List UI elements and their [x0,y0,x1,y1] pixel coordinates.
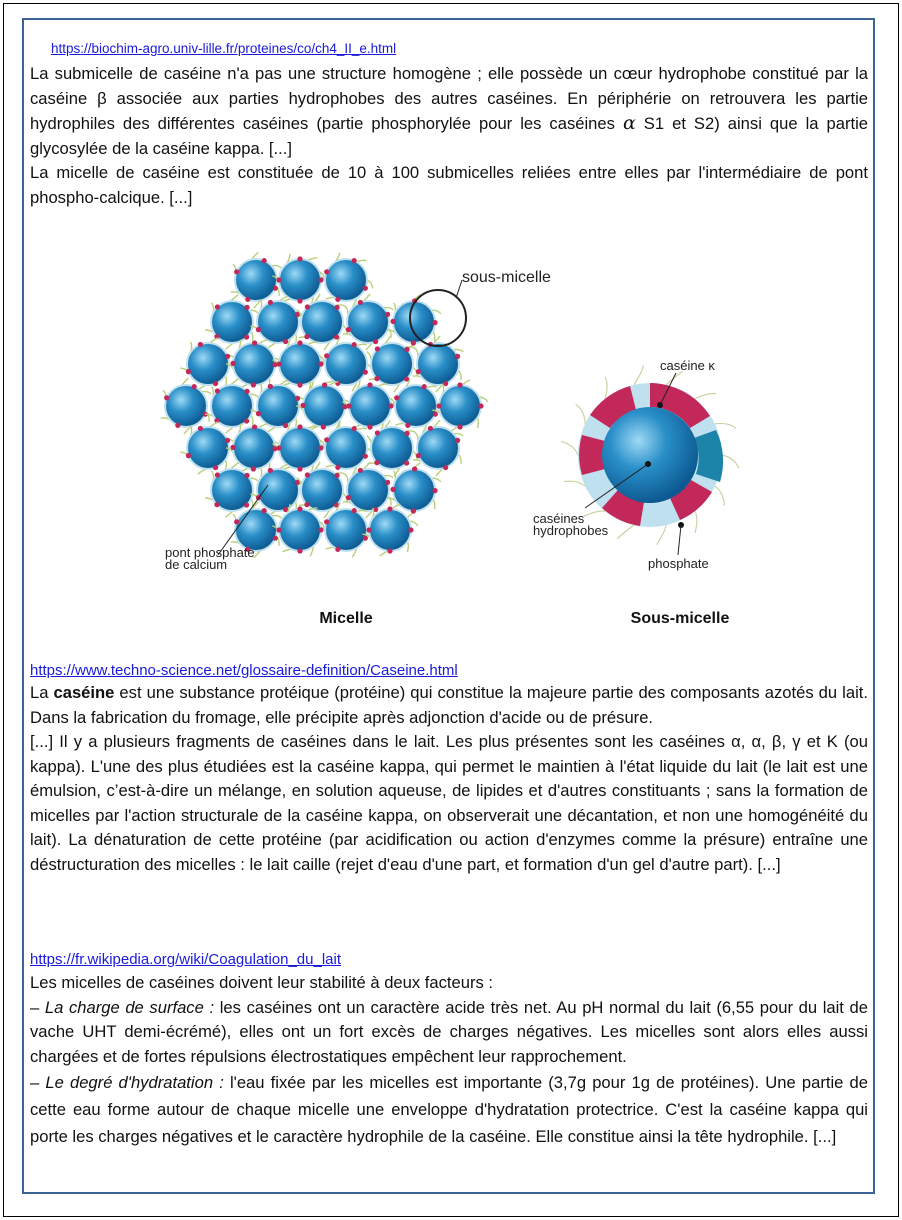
phosphate-dot [404,431,409,436]
phosphate-dot [375,430,380,435]
text-span: les caséines ont un caractère acide très net. Au pH normal du lait (6,55 pour du lait de vache UHT demi-écrémé), elles ont un fort excès de charges négatives. Les micelles sont alors elles aussi chargées et de fortes répulsions électrostatiques empêchent leur rapprochement. [30,997,869,1066]
phosphate-dot [234,519,239,524]
phosphate-dot [404,460,409,465]
link-biochim[interactable]: https://biochim-agro.univ-lille.fr/proteines/co/ch4_II_e.html [51,41,397,56]
submicelle-sphere [347,469,389,511]
casein-micelle-figure [150,250,770,640]
text-span: est une substance protéique (protéine) qui constitue la majeure partie des composants azotés du lait. Dans la fabrication du fromage, elle précipite après adjonction d'acide ou de présure. [30,683,868,727]
phosphate-dot [363,454,368,459]
phosphate-dot [268,468,273,473]
phosphate-dot [213,465,218,470]
submicelle-sphere [233,343,275,385]
phosphate-dot [297,256,302,261]
phosphate-dot [251,382,256,387]
phosphate-dot [346,495,351,500]
alpha-symbol: α [622,112,636,134]
text-span: La submicelle de caséine n'a pas une structure homogène ; elle possède un cœur hydrophobe constitué par la caséine β associée aux parties hydrophobes des autres caséines. En périphérie on retrouvera les partie hydrophiles des différentes caséines (partie phosphorylée pour les caséines [30,64,868,133]
phosphate-dot [352,426,357,431]
phosphate-dot [305,304,310,309]
phosphate-dot [273,286,278,291]
phosphate-dot [304,502,309,507]
phosphate-dot [346,327,351,332]
phosphate-dot [432,320,437,325]
phosphate-dot [252,340,257,345]
phosphate-dot [305,472,310,477]
phosphate-dot [276,361,281,366]
section1-paragraph2: La micelle de caséine est constituée de 10 à 100 submicelles reliées entre elles par l'intermédiaire de pont phospho-calcique. [...] [30,163,868,207]
text-span: S1 et S2) ainsi que la partie glycosylée de la caséine kappa. [...] [30,114,869,158]
section2-text [30,681,868,877]
phosphate-dot [164,395,169,400]
phosphate-dot [186,453,191,458]
text-span: l'eau fixée par les micelles est importante (3,7g pour 1g de protéines). Une partie de cette eau forme autour de chaque micelle une enveloppe d'hydratation protectrice. C'est la caséine kappa qui porte les charges négatives et le caractère hydrophile de la caséine. Elle constitue ainsi la tête hydrophile. [...] [30,1073,868,1146]
hair-strand [477,418,478,428]
submicelle-sphere [279,259,321,301]
hair-strand [666,371,683,385]
label-sous-micelle: sous-micelle [462,269,551,286]
phosphate-dot [322,382,327,387]
phosphate-dot [214,502,219,507]
factor-title: Le degré d'hydratation : [45,1073,224,1092]
phosphate-dot [225,354,230,359]
submicelle-sphere [165,385,207,427]
phosphate-dot [244,502,249,507]
phosphate-dot [251,466,256,471]
phosphate-dot [234,269,239,274]
phosphate-dot [390,319,395,324]
link-wikipedia[interactable]: https://fr.wikipedia.org/wiki/Coagulation_du_lait [30,951,342,968]
phosphate-dot [262,508,267,513]
phosphate-dot [455,354,460,359]
phosphate-dot [244,305,249,310]
submicelle-sphere [417,343,459,385]
phosphate-dot [262,258,267,263]
hair-strand [584,511,605,516]
submicelle-sphere [417,427,459,469]
phosphate-dot [244,473,249,478]
phosphate-dot [358,468,363,473]
hair-strand [715,423,736,428]
phosphate-dot [373,339,378,344]
label-hydrophobes: hydrophobes [533,523,609,538]
phosphate-dot [283,339,288,344]
submicelle-sphere [257,301,299,343]
shell-segment [579,435,605,475]
phosphate-dot [374,376,379,381]
phosphate-dot [276,445,281,450]
hair-strand [605,377,607,399]
phosphate-dot [390,487,395,492]
micelle-cluster [161,252,488,558]
phosphate-dot [352,342,357,347]
phosphate-dot [455,438,460,443]
dash: – [30,1073,46,1092]
phosphate-dot [283,423,288,428]
phosphate-dot [385,312,390,317]
submicelle-sphere [279,427,321,469]
phosphate-dot [436,403,441,408]
phosphate-dot [335,547,340,552]
phosphate-dot [268,300,273,305]
submicelle-sphere [233,427,275,469]
phosphate-dot [268,384,273,389]
phosphate-dot [388,403,393,408]
phosphate-dot [244,389,249,394]
hair-strand [407,542,408,552]
hair-strand [225,460,226,470]
phosphate-dot [318,527,323,532]
phosphate-dot [198,342,203,347]
factor-title: La charge de surface : [44,997,215,1017]
submicelle-sphere [303,385,345,427]
submicelle-sphere [325,259,367,301]
phosphate-dot [256,327,261,332]
phosphate-dot [230,361,235,366]
phosphate-dot [408,527,413,532]
label-de-calcium: de calcium [165,557,228,572]
phosphate-dot [318,445,323,450]
phosphate-dot [297,340,302,345]
phosphate-dot [428,426,433,431]
hair-strand [695,394,716,399]
phosphate-dot [324,353,329,358]
phosphate-dot [297,382,302,387]
dash: – [30,997,45,1017]
hair-strand [564,481,585,486]
submicelle-sphere [439,385,481,427]
phosphate-dot [416,369,421,374]
section1-text [30,62,868,210]
phosphate-dot [366,527,371,532]
phosphate-dot [215,472,220,477]
section2-paragraph2: [...] Il y a plusieurs fragments de caséines dans le lait. Les plus présentes sont les caséines α, α, β, γ et K (ou kappa). L'une des plus étudiées est la caséine kappa, qui permet le maintien à l'état liquide du lait (le lait est une émulsion, c’est-à-dire un mélange, en solution aqueuse, de lipides et d'autres constituants ; sans la formation de micelles par l'action structurale de la caséine kappa, on observerait une décantation, et non une homogénéité du lait). La dénaturation de cette protéine (par acidification ou action d'enzymes comme la présure) entraîne une déstructuration des micelles : le lait caille (rejet d'eau d'une part, et formation d'un gel d'autre part). [...] [30,732,868,874]
submicelle-sphere [257,469,299,511]
phosphate-dot [297,298,302,303]
submicelle-sphere [325,427,367,469]
phosphate-dot [334,473,339,478]
title-micelle: Micelle [319,610,373,627]
phosphate-dot [244,418,249,423]
section1-paragraph1 [30,62,868,161]
phosphate-dot [297,548,302,553]
phosphate-dot [422,384,427,389]
hair-strand [722,455,739,468]
hair-strand [576,404,585,423]
phosphate-dot [334,334,339,339]
submicelle-sphere [347,301,389,343]
phosphate-dot [412,466,417,471]
bold-term: caséine [53,683,115,702]
phosphate-dot [304,334,309,339]
phosphate-dot [324,519,329,524]
phosphate-dot [324,437,329,442]
phosphate-dot [363,536,368,541]
hair-strand [634,365,643,385]
phosphate-dot [358,300,363,305]
phosphate-dot [215,388,220,393]
phosphate-dot [335,297,340,302]
phosphate-dot [186,369,191,374]
leader-line [678,525,681,555]
phosphate-dot [443,465,448,470]
submicelle-sphere [279,343,321,385]
phosphate-dot [335,465,340,470]
phosphate-dot [256,411,261,416]
phosphate-dot [433,412,438,417]
section3-factor1 [30,996,868,1070]
phosphate-dot [387,548,392,553]
submicelle-sphere [187,343,229,385]
phosphate-dot [352,258,357,263]
phosphate-dot [387,506,392,511]
phosphate-dot [363,370,368,375]
phosphate-dot [385,480,390,485]
submicelle-sphere [393,301,435,343]
phosphate-dot [215,304,220,309]
label-caseine-kappa: caséine κ [660,358,715,373]
hydrophobic-core [602,407,698,503]
submicelle-sphere [395,385,437,427]
phosphate-dot [375,346,380,351]
label-pont-phosphate: pont phosphate [165,545,255,560]
phosphate-dot [318,361,323,366]
phosphate-dot [175,423,180,428]
submicelle-sphere [325,509,367,551]
text-span: La [30,683,54,702]
phosphate-dot [244,334,249,339]
phosphate-dot [457,382,462,387]
phosphate-dot [297,506,302,511]
hair-strand [617,525,634,539]
submicelle-sphere [279,509,321,551]
phosphate-dot [411,508,416,513]
phosphate-dot [213,381,218,386]
phosphate-dot [276,277,281,282]
phosphate-dot [457,424,462,429]
submicelle-sphere [235,259,277,301]
hair-strand [715,486,724,505]
title-sous-micelle: Sous-micelle [630,610,730,627]
label-caseines: caséines [533,511,585,526]
phosphate-dot [404,376,409,381]
phosphate-dot [297,424,302,429]
section3-factor2 [30,1069,868,1150]
phosphate-dot [297,466,302,471]
submicelle-sphere [325,343,367,385]
phosphate-dot [295,396,300,401]
phosphate-dot [411,340,416,345]
phosphate-dot [192,384,197,389]
phosphate-dot [230,445,235,450]
submicelle-sphere [257,385,299,427]
hair-strand [561,442,578,455]
micelle-diagram [150,250,770,640]
phosphate-dot [374,460,379,465]
link-techno-science[interactable]: https://www.techno-science.net/glossaire-definition/Caseine.html [30,662,458,679]
phosphate-dot [198,426,203,431]
phosphate-dot [363,286,368,291]
phosphate-dot [318,277,323,282]
phosphate-dot [432,488,437,493]
phosphate-dot [404,347,409,352]
phosphate-dot [300,403,305,408]
phosphate-dot [352,508,357,513]
phosphate-dot [245,297,250,302]
phosphate-dot [478,403,483,408]
phosphate-dot [276,527,281,532]
hair-strand [657,525,666,545]
phosphate-dot [405,423,410,428]
phosphate-dot [321,424,326,429]
phosphate-dot [346,403,351,408]
label-phosphate: phosphate [648,556,709,571]
phosphate-dot [273,536,278,541]
phosphate-dot [252,424,257,429]
phosphate-dot [367,424,372,429]
phosphate-dot [324,269,329,274]
submicelle-sphere [187,427,229,469]
section3-text [30,971,868,1150]
phosphate-dot [334,305,339,310]
phosphate-dot [416,453,421,458]
phosphate-dot [367,382,372,387]
phosphate-dot [225,438,230,443]
phosphate-dot [394,395,399,400]
hair-strand [225,376,226,386]
section2-paragraph1 [30,681,868,730]
section3-intro: Les micelles de caséines doivent leur stabilité à deux facteurs : [30,973,494,992]
submicelle-sphere [369,509,411,551]
hair-strand [695,511,697,533]
submicelle-sphere [349,385,391,427]
